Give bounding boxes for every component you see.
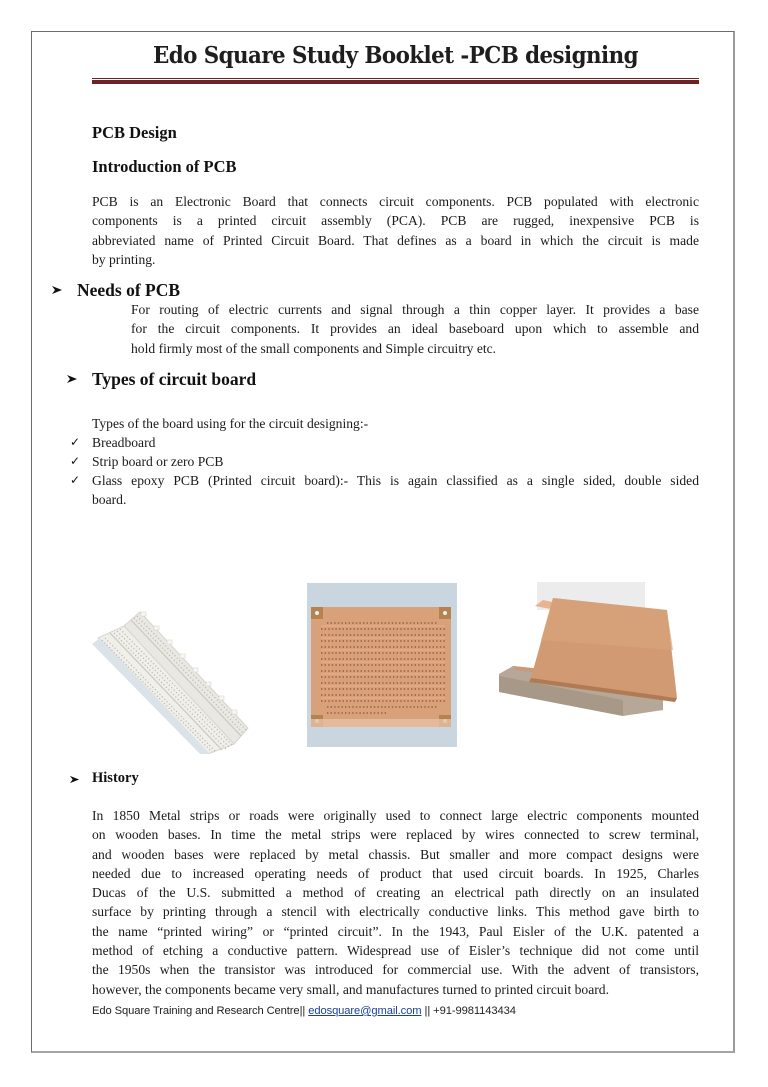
paragraph-line: the name “printed wiring” or “printed circuit”. In the 1943, Paul Eisler of the U.K. patented a — [92, 923, 699, 939]
paragraph-line: Ducas of the U.S. submitted a method of creating an electrical path directly on an insulated — [92, 885, 699, 901]
introduction-paragraph — [92, 192, 699, 269]
paragraph-line: method of etching a conductive pattern. Widespread use of Eisler’s technique did not come until — [92, 943, 699, 959]
heading-needs-of-pcb: Needs of PCB — [77, 280, 181, 300]
paragraph-line: the 1950s when the transistor was introduced for commercial use. With the advent of transistors, — [92, 962, 699, 978]
arrow-bullet-icon — [69, 773, 80, 789]
paragraph-line: In 1850 Metal strips or roads were originally used to connect large electric components mounted — [92, 808, 699, 823]
paragraph-line: abbreviated name of Printed Circuit Board. That defines as a board in which the circuit is made — [92, 232, 699, 248]
footer-separator: || — [299, 1005, 306, 1017]
strip-board-image — [307, 583, 457, 747]
paragraph-line: components is a printed circuit assembly (PCA). PCB are rugged, inexpensive PCB is — [92, 213, 699, 229]
footer-phone: +91-9981143434 — [433, 1005, 516, 1017]
types-intro: Types of the board using for the circuit designing:- — [92, 416, 369, 431]
list-item-glass-epoxy — [92, 471, 699, 510]
checkmark-icon: ✓ — [70, 473, 81, 487]
needs-paragraph — [131, 300, 699, 358]
list-item-line: Glass epoxy PCB (Printed circuit board):- This is again classified as a single sided, double sided — [92, 473, 699, 488]
checkmark-icon: ✓ — [70, 454, 81, 468]
checkmark-icon: ✓ — [70, 435, 81, 449]
title-underline — [92, 78, 699, 84]
paragraph-line: hold firmly most of the small components and Simple circuitry etc. — [131, 340, 497, 356]
list-item-strip-board: Strip board or zero PCB — [92, 454, 224, 469]
paragraph-line: PCB is an Electronic Board that connects circuit components. PCB populated with electronic — [92, 194, 699, 209]
paragraph-line: by printing. — [92, 251, 156, 267]
copper-clad-board-image — [495, 570, 685, 730]
heading-pcb-design: PCB Design — [92, 123, 177, 142]
heading-history: History — [92, 770, 139, 786]
footer-email-link[interactable]: edosquare@gmail.com — [308, 1005, 422, 1017]
paragraph-line: for the circuit components. It provides an ideal baseboard upon which to assemble and — [131, 321, 699, 337]
list-item-breadboard: Breadboard — [92, 435, 156, 450]
footer-organization: Edo Square Training and Research Centre — [92, 1005, 300, 1017]
paragraph-line: on wooden bases. In time the metal strips were replaced by wires connected to screw terminal, — [92, 827, 699, 843]
document-title: Edo Square Study Booklet -PCB designing — [153, 42, 638, 69]
arrow-bullet-icon — [66, 373, 78, 389]
heading-introduction: Introduction of PCB — [92, 157, 237, 176]
paragraph-line: and wooden bases were replaced by metal chassis. But smaller and more compact designs were — [92, 846, 699, 862]
paragraph-line: surface by printing through a stencil with electrically conductive links. This method gave birth to — [92, 904, 699, 920]
breadboard-image — [88, 578, 288, 754]
footer-separator: || — [424, 1005, 431, 1017]
heading-types-of-circuit-board: Types of circuit board — [92, 369, 257, 389]
paragraph-line: needed due to increased operating needs of product that used circuit boards. In 1925, Charles — [92, 865, 699, 881]
list-item-line: board. — [92, 492, 127, 508]
paragraph-line: For routing of electric currents and signal through a thin copper layer. It provides a base — [131, 302, 699, 317]
paragraph-line: however, the components became very small, and manufactures turned to printed circuit board. — [92, 981, 609, 997]
history-paragraph — [92, 806, 699, 999]
arrow-bullet-icon — [51, 284, 63, 300]
page-footer — [92, 1005, 516, 1017]
